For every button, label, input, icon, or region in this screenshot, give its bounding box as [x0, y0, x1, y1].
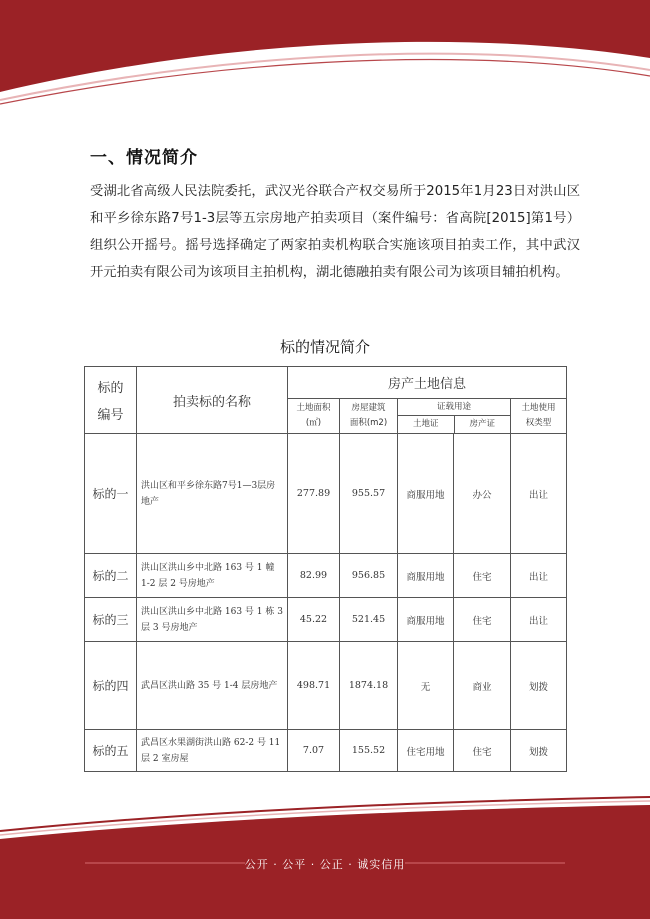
row-land-area: 82.99: [288, 554, 340, 598]
header-lot-name: 拍卖标的名称: [137, 367, 288, 434]
row-house-cert: 办公: [454, 434, 511, 554]
table-row: [85, 598, 567, 642]
section-heading: 一、情况简介: [90, 148, 198, 168]
row-right-type: 出让: [511, 554, 567, 598]
header-building-area-line2: 面积(m2): [349, 418, 388, 428]
row-name: 武昌区洪山路 35 号 1-4 层房地产: [137, 642, 288, 730]
table-header-row: [85, 367, 567, 399]
row-land-area: 277.89: [288, 434, 340, 554]
row-land-area: 45.22: [288, 598, 340, 642]
row-land-cert: 商服用地: [398, 598, 454, 642]
header-land-right-line2: 权类型: [525, 418, 552, 428]
row-building-area: 521.45: [340, 598, 398, 642]
row-building-area: 956.85: [340, 554, 398, 598]
header-lot-id-line2: 编号: [97, 408, 124, 423]
header-building-area: [340, 399, 398, 434]
header-land-right: [511, 399, 567, 434]
row-land-cert: 无: [398, 642, 454, 730]
row-name: 武昌区水果湖街洪山路 62-2 号 11 层 2 室房屋: [137, 730, 288, 772]
footer-slogan: 公开 · 公平 · 公正 · 诚实信用: [244, 858, 406, 871]
row-land-area: 498.71: [288, 642, 340, 730]
row-label: 标的四: [85, 642, 137, 730]
row-name: 洪山区洪山乡中北路 163 号 1 幢 1-2 层 2 号房地产: [137, 554, 288, 598]
row-label: 标的三: [85, 598, 137, 642]
top-banner: [0, 0, 650, 110]
table-row: [85, 434, 567, 554]
header-house-cert: 房产证: [469, 419, 495, 429]
header-land-cert: 土地证: [398, 416, 455, 433]
lot-info-table: [84, 366, 567, 772]
row-right-type: 出让: [511, 434, 567, 554]
row-house-cert: 住宅: [454, 554, 511, 598]
row-right-type: 划拨: [511, 642, 567, 730]
header-lot-id-line1: 标的: [97, 381, 124, 396]
table-title: 标的情况简介: [279, 338, 370, 356]
header-cert-usage-label: 证载用途: [398, 399, 510, 416]
intro-paragraph: 受湖北省高级人民法院委托，武汉光谷联合产权交易所于2015年1月23日对洪山区和平乡徐东路7号1-3层等五宗房地产拍卖项目（案件编号：省高院[2015]第1号）组织公开摇号。摇号选择确定了两家拍卖机构联合实施该项目拍卖工作，其中武汉开元拍卖有限公司为该项目主拍机构，湖北德融拍卖有限公司为该项目辅拍机构。: [90, 184, 580, 280]
row-land-cert: 住宅用地: [398, 730, 454, 772]
header-land-right-line1: 土地使用: [521, 403, 556, 413]
row-label: 标的一: [85, 434, 137, 554]
row-land-area: 7.07: [288, 730, 340, 772]
row-land-cert: 商服用地: [398, 554, 454, 598]
row-building-area: 1874.18: [340, 642, 398, 730]
header-cert-usage: [398, 399, 511, 434]
row-building-area: 955.57: [340, 434, 398, 554]
row-house-cert: 商业: [454, 642, 511, 730]
header-land-area: [288, 399, 340, 434]
row-label: 标的五: [85, 730, 137, 772]
row-name: 洪山区洪山乡中北路 163 号 1 栋 3 层 3 号房地产: [137, 598, 288, 642]
row-right-type: 出让: [511, 598, 567, 642]
header-land-area-line1: 土地面积: [296, 403, 331, 413]
row-label: 标的二: [85, 554, 137, 598]
header-property-info: 房产土地信息: [288, 367, 567, 399]
row-house-cert: 住宅: [454, 598, 511, 642]
table-row: [85, 730, 567, 772]
row-right-type: 划拨: [511, 730, 567, 772]
row-land-cert: 商服用地: [398, 434, 454, 554]
row-building-area: 155.52: [340, 730, 398, 772]
table-row: [85, 554, 567, 598]
row-house-cert: 住宅: [454, 730, 511, 772]
header-lot-id: [85, 367, 137, 434]
header-building-area-line1: 房屋建筑: [351, 403, 386, 413]
header-land-area-line2: (㎡): [305, 418, 322, 428]
row-name: 洪山区和平乡徐东路7号1—3层房地产: [137, 434, 288, 554]
table-row: [85, 642, 567, 730]
